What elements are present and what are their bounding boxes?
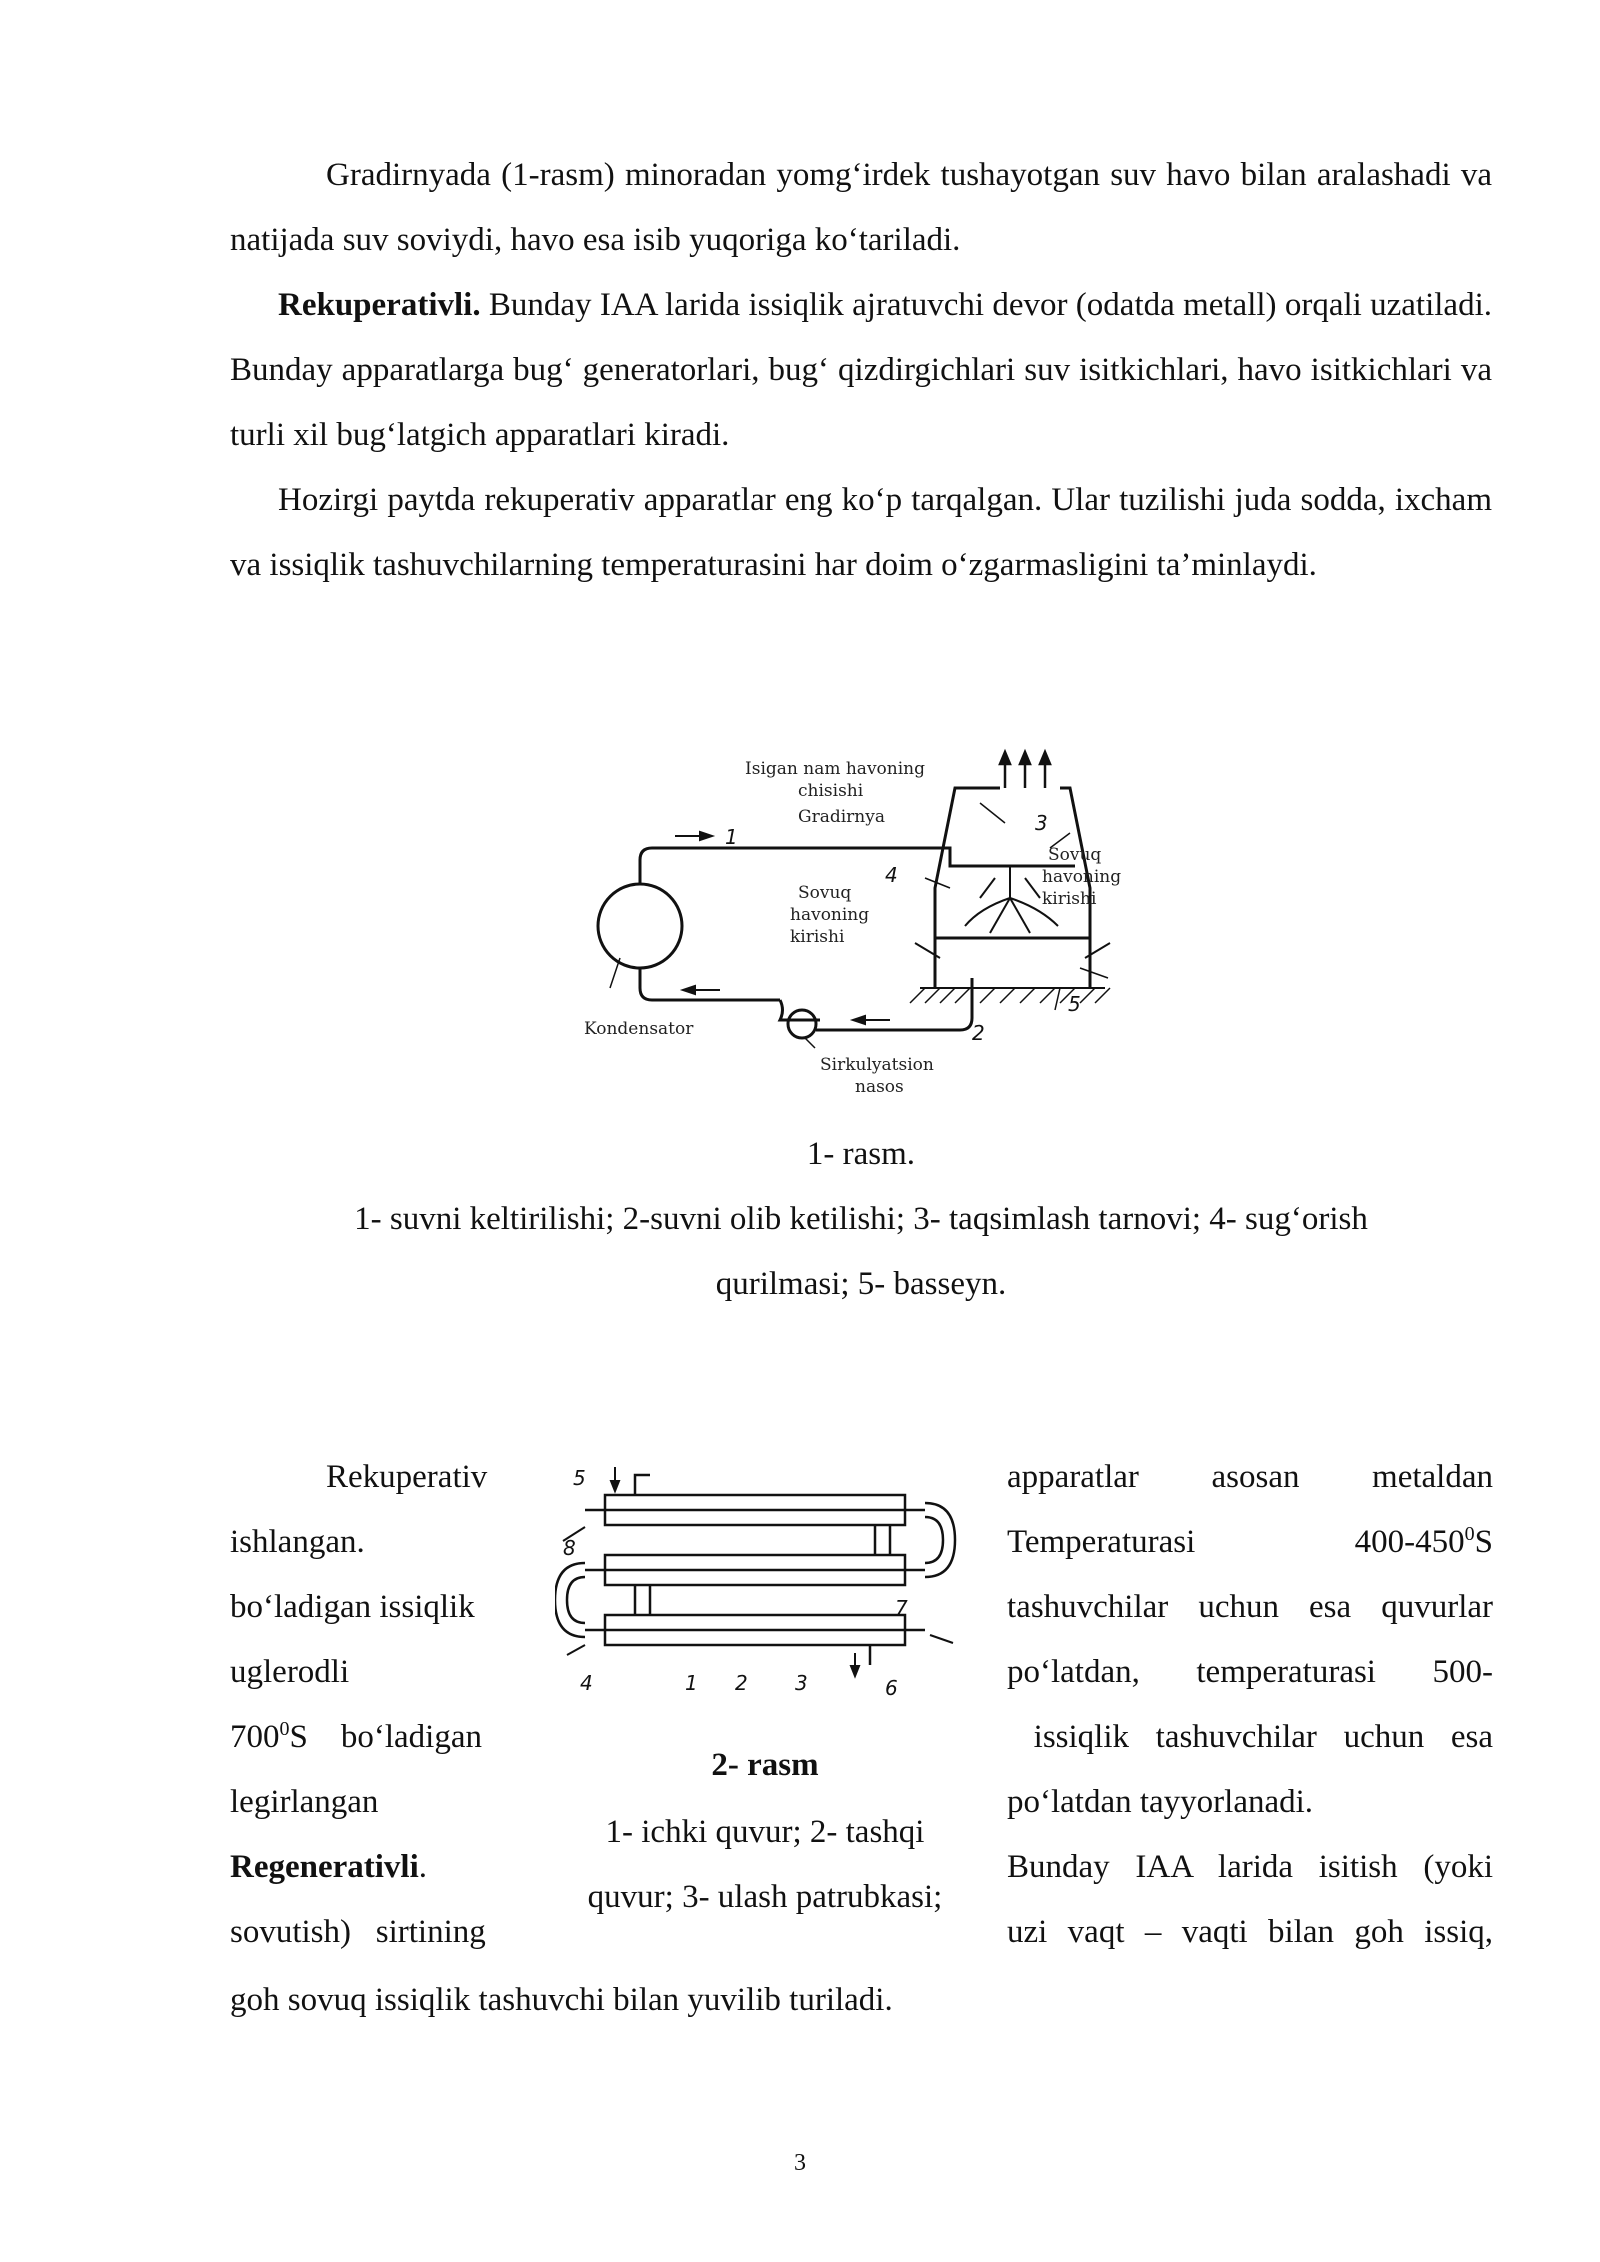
pump-circle xyxy=(788,1010,816,1038)
fig1-number-4: 4 xyxy=(885,863,898,887)
right-line-1: apparatlar asosan metaldan xyxy=(1007,1459,1493,1495)
fig2-number-1: 1 xyxy=(685,1671,698,1695)
figure-1-cooling-tower-diagram xyxy=(580,748,1140,1108)
closing-line: goh sovuq issiqlik tashuvchi bilan yuvilib turiladi. xyxy=(230,1982,893,2018)
right-line-2 xyxy=(1007,1510,1493,1575)
left-line-7-rest: . xyxy=(418,1849,428,1885)
left-line-3: bo‘ladigan issiqlik xyxy=(230,1589,475,1625)
figure-1-caption-line-2: qurilmasi; 5- basseyn. xyxy=(715,1266,1007,1302)
left-text-column xyxy=(230,1445,520,1965)
figure-2-caption-line-1: 1- ichki quvur; 2- tashqi xyxy=(605,1814,925,1850)
return-bend-right-inner xyxy=(925,1517,943,1563)
right-line-3: tashuvchilar uchun esa quvurlar xyxy=(1007,1589,1493,1625)
label-gradirnya: Gradirnya xyxy=(798,807,885,827)
return-bend-left-outer xyxy=(555,1563,585,1637)
leader-4 xyxy=(567,1645,585,1655)
figure-2-heat-exchanger-diagram xyxy=(555,1455,975,1725)
figure-2-caption-line-2: quvur; 3- ulash patrubkasi; xyxy=(587,1879,943,1915)
label-cold-air-right-3: kirishi xyxy=(1042,889,1097,909)
figure-1-caption-line-1: 1- suvni keltirilishi; 2-suvni olib ketilishi; 3- taqsimlash tarnovi; 4- sug‘orish xyxy=(354,1201,1368,1237)
fig1-number-1: 1 xyxy=(725,825,738,849)
exhaust-arrows xyxy=(1000,752,1050,788)
inlet-nozzle-top xyxy=(635,1475,650,1495)
connecting-nozzle-right xyxy=(875,1525,890,1555)
term-rekuperativli: Rekuperativli. xyxy=(278,287,481,323)
left-line-1: Rekuperativ xyxy=(326,1459,488,1495)
left-line-5-num: 700 xyxy=(230,1719,280,1755)
left-line-4: uglerodli xyxy=(230,1654,350,1690)
right-line-2-a: Temperaturasi xyxy=(1007,1524,1196,1560)
fig2-number-4: 4 xyxy=(580,1671,593,1695)
fig1-number-2: 2 xyxy=(972,1021,985,1045)
label-cold-air-right-1: Sovuq xyxy=(1048,845,1102,865)
return-pipe-upper xyxy=(640,968,780,1000)
condenser-circle xyxy=(598,884,682,968)
left-line-5 xyxy=(230,1705,520,1770)
paragraph-gradirnya: Gradirnyada (1-rasm) minoradan yomg‘irdek tushayotgan suv havo bilan aralashadi va natijada suv soviydi, havo esa isib yuqoriga ko‘tariladi. xyxy=(230,157,1492,258)
figure-2-caption-title: 2- rasm xyxy=(711,1747,819,1783)
left-line-6: legirlangan xyxy=(230,1784,379,1820)
paragraph-hozirgi: Hozirgi paytda rekuperativ apparatlar eng ko‘p tarqalgan. Ular tuzilishi juda sodda, ixcham va issiqlik tashuvchilarning temperaturasini har doim o‘zgarmasligini ta’minlaydi. xyxy=(230,482,1492,583)
right-line-4: po‘latdan, temperaturasi 500- xyxy=(1007,1654,1493,1690)
right-line-2-b: $400-450^0S$ xyxy=(1354,1523,1493,1560)
fig2-number-5: 5 xyxy=(573,1466,586,1490)
fig2-number-7: 7 xyxy=(895,1596,908,1620)
fig2-number-3: 3 xyxy=(795,1671,808,1695)
return-bend-left-inner xyxy=(567,1577,585,1623)
left-line-2: ishlangan. xyxy=(230,1524,365,1560)
figure-1-caption-title: 1- rasm. xyxy=(806,1136,916,1172)
right-line-7: Bunday IAA larida isitish (yoki xyxy=(1007,1849,1493,1885)
tower-left-wall xyxy=(935,788,1000,988)
label-cold-air-left-2: havoning xyxy=(790,905,870,925)
label-cold-air-right-2: havoning xyxy=(1042,867,1122,887)
fig2-number-2: 2 xyxy=(735,1671,748,1695)
paragraph-rekuperativli-text: Bunday IAA larida issiqlik ajratuvchi devor (odatda metall) orqali uzatiladi. Bunday apparatlarga bug‘ generatorlari, bug‘ qizdirgichlari suv isitkichlari, havo isitkichlari va turli xil bug‘latgich apparatlari kiradi. xyxy=(230,287,1492,453)
label-cold-air-left-3: kirishi xyxy=(790,927,845,947)
paragraph-rekuperativli xyxy=(230,273,1492,468)
arrow-inlet-7 xyxy=(930,1635,953,1643)
label-pump-2: nasos xyxy=(855,1077,904,1097)
fig2-number-6: 6 xyxy=(885,1676,898,1700)
term-regenerativli: Regenerativli xyxy=(230,1849,419,1885)
label-cold-air-left-1: Sovuq xyxy=(798,883,852,903)
fig1-number-3: 3 xyxy=(1035,811,1048,835)
left-line-8: sovutish) sirtining xyxy=(230,1914,486,1950)
right-line-5: issiqlik tashuvchilar uchun esa xyxy=(1007,1719,1493,1755)
fig2-number-8: 8 xyxy=(563,1536,576,1560)
pump-outlet-pipe xyxy=(816,978,972,1030)
label-exhaust-2: chisishi xyxy=(798,781,864,801)
left-line-5-rest: S bo‘ladigan xyxy=(289,1719,482,1755)
right-text-column xyxy=(1007,1445,1493,1965)
left-line-7 xyxy=(230,1835,520,1900)
label-pump-1: Sirkulyatsion xyxy=(820,1055,934,1075)
figure-2-caption-text xyxy=(555,1800,975,1930)
return-bend-right-outer xyxy=(925,1503,955,1577)
page-number: 3 xyxy=(794,2150,806,2176)
label-condenser: Kondensator xyxy=(584,1019,694,1039)
left-line-5-sup: 0 xyxy=(279,1718,290,1740)
fig1-number-5: 5 xyxy=(1068,992,1081,1016)
connecting-nozzle-left xyxy=(635,1585,650,1615)
right-line-8: uzi vaqt – vaqti bilan goh issiq, xyxy=(1007,1914,1493,1950)
right-line-6: po‘latdan tayyorlanadi. xyxy=(1007,1784,1314,1820)
label-exhaust-1: Isigan nam havoning xyxy=(745,759,925,779)
